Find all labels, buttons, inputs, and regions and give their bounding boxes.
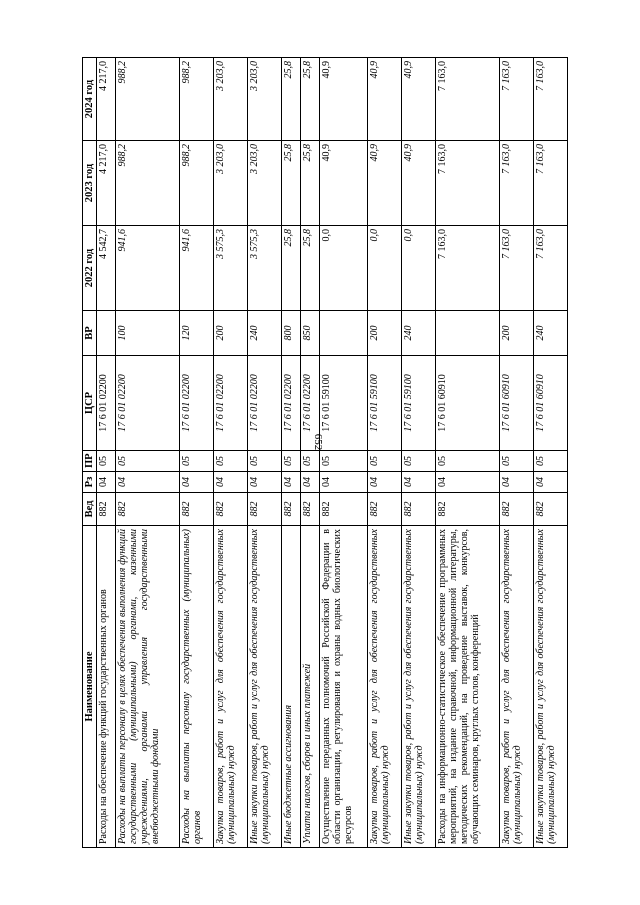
row-csr-cell: 17 6 01 60910 — [500, 356, 534, 451]
row-ved-cell: 882 — [319, 493, 368, 526]
row-pr-cell: 05 — [436, 451, 500, 472]
row-name-cell: Иные закупки товаров, работ и услуг для обеспечения государственных (муниципальных) нужд — [402, 526, 436, 848]
row-ved-cell: 882 — [247, 493, 281, 526]
row-2022-cell: 7 163,0 — [500, 226, 534, 311]
row-2022-cell: 0,0 — [368, 226, 402, 311]
row-ved-cell: 882 — [402, 493, 436, 526]
row-pr-cell: 05 — [500, 451, 534, 472]
table-row — [368, 58, 402, 848]
row-name-cell: Иные закупки товаров, работ и услуг для обеспечения государственных (муниципальных) нужд — [533, 526, 567, 848]
row-pr-cell: 05 — [533, 451, 567, 472]
row-ved-cell: 882 — [179, 493, 213, 526]
row-2022-cell: 4 542,7 — [97, 226, 116, 311]
row-rz-cell: 04 — [179, 472, 213, 493]
row-name-cell: Закупка товаров, работ и услуг для обеспечения государственных (муниципальных) нужд — [368, 526, 402, 848]
row-rz-cell: 04 — [247, 472, 281, 493]
row-2024-cell: 40,9 — [319, 58, 368, 141]
row-2022-cell: 7 163,0 — [533, 226, 567, 311]
row-name-cell: Расходы на обеспечение функций государственных органов — [97, 526, 116, 848]
row-rz-cell: 04 — [500, 472, 534, 493]
row-csr-cell: 17 6 01 02200 — [300, 356, 319, 451]
row-csr-cell: 17 6 01 02200 — [97, 356, 116, 451]
row-vr-cell: 800 — [281, 311, 300, 356]
row-ved-cell: 882 — [116, 493, 180, 526]
row-2023-cell: 988,2 — [179, 141, 213, 226]
row-rz-cell: 04 — [368, 472, 402, 493]
header-pr: ПР — [83, 451, 97, 472]
table-row — [281, 58, 300, 848]
row-ved-cell: 882 — [533, 493, 567, 526]
row-2023-cell: 988,2 — [116, 141, 180, 226]
row-2022-cell: 3 575,3 — [247, 226, 281, 311]
header-csr: ЦСР — [83, 356, 97, 451]
row-csr-cell: 17 6 01 02200 — [213, 356, 247, 451]
row-2023-cell: 40,9 — [402, 141, 436, 226]
header-vr: ВР — [83, 311, 97, 356]
row-pr-cell: 05 — [402, 451, 436, 472]
row-2024-cell: 25,8 — [300, 58, 319, 141]
row-ved-cell: 882 — [300, 493, 319, 526]
row-2023-cell: 3 203,0 — [213, 141, 247, 226]
table-row — [319, 58, 368, 848]
row-vr-cell: 240 — [247, 311, 281, 356]
row-vr-cell: 240 — [533, 311, 567, 356]
row-2022-cell: 0,0 — [402, 226, 436, 311]
row-name-cell: Закупка товаров, работ и услуг для обеспечения государственных (муниципальных) нужд — [213, 526, 247, 848]
row-2024-cell: 40,9 — [368, 58, 402, 141]
row-vr-cell: 850 — [300, 311, 319, 356]
row-2024-cell: 7 163,0 — [436, 58, 500, 141]
row-2023-cell: 40,9 — [319, 141, 368, 226]
table-row — [533, 58, 567, 848]
row-2024-cell: 988,2 — [179, 58, 213, 141]
row-csr-cell: 17 6 01 59100 — [368, 356, 402, 451]
row-vr-cell — [319, 311, 368, 356]
row-pr-cell: 05 — [300, 451, 319, 472]
header-2024: 2024 год — [83, 58, 97, 141]
row-vr-cell: 100 — [116, 311, 180, 356]
row-name-cell: Иные бюджетные ассигнования — [281, 526, 300, 848]
table-row — [213, 58, 247, 848]
row-vr-cell: 120 — [179, 311, 213, 356]
row-2022-cell: 25,8 — [281, 226, 300, 311]
table-row — [116, 58, 180, 848]
row-pr-cell: 05 — [179, 451, 213, 472]
table-row — [436, 58, 500, 848]
row-vr-cell: 240 — [402, 311, 436, 356]
row-pr-cell: 05 — [213, 451, 247, 472]
row-2023-cell: 25,8 — [281, 141, 300, 226]
row-2022-cell: 7 163,0 — [436, 226, 500, 311]
row-2022-cell: 3 575,3 — [213, 226, 247, 311]
header-2023: 2023 год — [83, 141, 97, 226]
row-csr-cell: 17 6 01 02200 — [281, 356, 300, 451]
table-body — [97, 58, 568, 848]
row-name-cell: Уплата налогов, сборов и иных платежей — [300, 526, 319, 848]
row-pr-cell: 05 — [116, 451, 180, 472]
row-rz-cell: 04 — [533, 472, 567, 493]
row-name-cell: Закупка товаров, работ и услуг для обеспечения государственных (муниципальных) нужд — [500, 526, 534, 848]
budget-table — [82, 57, 568, 848]
row-pr-cell: 05 — [281, 451, 300, 472]
row-2023-cell: 7 163,0 — [436, 141, 500, 226]
row-pr-cell: 05 — [319, 451, 368, 472]
row-vr-cell: 200 — [500, 311, 534, 356]
row-vr-cell: 200 — [368, 311, 402, 356]
row-pr-cell: 05 — [247, 451, 281, 472]
header-2022: 2022 год — [83, 226, 97, 311]
header-name: Наименование — [83, 526, 97, 848]
row-ved-cell: 882 — [500, 493, 534, 526]
row-ved-cell: 882 — [213, 493, 247, 526]
table-row — [179, 58, 213, 848]
row-csr-cell: 17 6 01 59100 — [402, 356, 436, 451]
page-number: 652 — [312, 433, 324, 451]
row-ved-cell: 882 — [97, 493, 116, 526]
row-2024-cell: 4 217,0 — [97, 58, 116, 141]
row-csr-cell: 17 6 01 02200 — [247, 356, 281, 451]
row-rz-cell: 04 — [300, 472, 319, 493]
row-vr-cell — [436, 311, 500, 356]
row-2024-cell: 3 203,0 — [213, 58, 247, 141]
rotated-table-container — [82, 58, 568, 848]
row-2024-cell: 3 203,0 — [247, 58, 281, 141]
row-rz-cell: 04 — [97, 472, 116, 493]
row-rz-cell: 04 — [281, 472, 300, 493]
row-csr-cell: 17 6 01 02200 — [116, 356, 180, 451]
row-rz-cell: 04 — [436, 472, 500, 493]
row-2024-cell: 25,8 — [281, 58, 300, 141]
row-rz-cell: 04 — [319, 472, 368, 493]
table-row — [300, 58, 319, 848]
row-name-cell: Иные закупки товаров, работ и услуг для обеспечения государственных (муниципальных) нужд — [247, 526, 281, 848]
row-pr-cell: 05 — [97, 451, 116, 472]
row-2022-cell: 941,6 — [116, 226, 180, 311]
row-csr-cell: 17 6 01 60910 — [436, 356, 500, 451]
row-2023-cell: 3 203,0 — [247, 141, 281, 226]
row-csr-cell: 17 6 01 02200 — [179, 356, 213, 451]
row-name-cell: Расходы на информационно-статистическое обеспечение программных мероприятий, на издание справочной, информационной литературы, методических рекомендаций, на проведение выставок, конкурсов, обучающих семинаров, круглых столов, конференций — [436, 526, 500, 848]
row-rz-cell: 04 — [213, 472, 247, 493]
row-2024-cell: 7 163,0 — [533, 58, 567, 141]
table-header-row — [83, 58, 97, 848]
table-row — [247, 58, 281, 848]
table-row — [402, 58, 436, 848]
row-name-cell: Расходы на выплаты персоналу государственных (муниципальных) органов — [179, 526, 213, 848]
row-2022-cell: 25,8 — [300, 226, 319, 311]
row-ved-cell: 882 — [436, 493, 500, 526]
row-2024-cell: 7 163,0 — [500, 58, 534, 141]
row-2023-cell: 7 163,0 — [500, 141, 534, 226]
row-ved-cell: 882 — [368, 493, 402, 526]
row-ved-cell: 882 — [281, 493, 300, 526]
row-vr-cell: 200 — [213, 311, 247, 356]
row-rz-cell: 04 — [402, 472, 436, 493]
row-csr-cell: 17 6 01 60910 — [533, 356, 567, 451]
row-pr-cell: 05 — [368, 451, 402, 472]
row-name-cell: Расходы на выплаты персоналу в целях обеспечения выполнения функций государственными (муниципальными) органами, казенными учреждениями, органами управления государственными внебюджетными фондами — [116, 526, 180, 848]
table-row — [97, 58, 116, 848]
table-row — [500, 58, 534, 848]
header-rz: Рз — [83, 472, 97, 493]
row-2024-cell: 988,2 — [116, 58, 180, 141]
row-2022-cell: 941,6 — [179, 226, 213, 311]
row-2023-cell: 25,8 — [300, 141, 319, 226]
row-csr-cell: 17 6 01 59100 — [319, 356, 368, 451]
row-rz-cell: 04 — [116, 472, 180, 493]
row-2024-cell: 40,9 — [402, 58, 436, 141]
row-2023-cell: 7 163,0 — [533, 141, 567, 226]
row-name-cell: Осуществление переданных полномочий Российской Федерации в области организации, регулирования и охраны водных биологических ресурсов — [319, 526, 368, 848]
header-ved: Вед — [83, 493, 97, 526]
row-2023-cell: 4 217,0 — [97, 141, 116, 226]
row-vr-cell — [97, 311, 116, 356]
row-2023-cell: 40,9 — [368, 141, 402, 226]
row-2022-cell: 0,0 — [319, 226, 368, 311]
